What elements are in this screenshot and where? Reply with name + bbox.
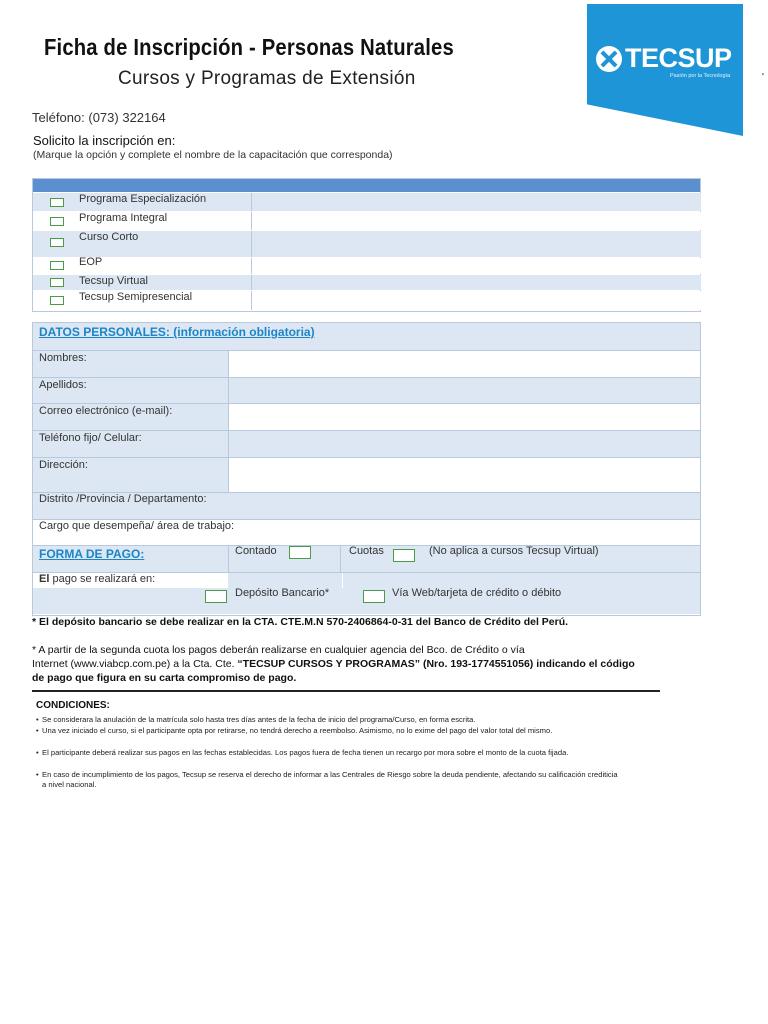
- program-checkbox[interactable]: [50, 198, 64, 207]
- pago-label: [39, 573, 155, 585]
- contado-label: Contado: [235, 545, 277, 557]
- program-row: [33, 275, 700, 290]
- note-bold: “TECSUP CURSOS Y PROGRAMAS” (Nro. 193-1774551056) indicando el código: [237, 658, 635, 670]
- logo-text: TECSUP: [625, 43, 732, 73]
- bullet-icon: •: [36, 748, 39, 757]
- condition-item: [36, 770, 656, 790]
- column-divider: [340, 546, 341, 572]
- condition-text: En caso de incumplimiento de los pagos, Tecsup se reserva el derecho de informar a las Centrales de Riesgo sobre la deuda pendiente, afectando su calificación crediticia a nivel nacional.: [42, 770, 618, 789]
- program-label: EOP: [79, 256, 103, 268]
- form-row: [33, 520, 700, 546]
- page-title: Ficha de Inscripción - Personas Naturales: [44, 34, 454, 60]
- form-row: [33, 351, 700, 378]
- program-name-input[interactable]: [251, 258, 701, 274]
- web-label: Vía Web/tarjeta de crédito o débito: [392, 587, 562, 599]
- tecsup-logo-icon: [596, 46, 622, 72]
- phone-number: Teléfono: (073) 322164: [32, 110, 166, 125]
- cuotas-note: (No aplica a cursos Tecsup Virtual): [429, 545, 599, 557]
- bullet-icon: •: [36, 726, 39, 735]
- payment-row: [33, 546, 700, 573]
- program-label: Programa Integral: [79, 212, 168, 224]
- field-label: Nombres:: [39, 352, 87, 364]
- cuotas-label: Cuotas: [349, 545, 384, 557]
- pago-label-rest: pago se realizará en:: [49, 573, 156, 585]
- program-name-input[interactable]: [251, 212, 701, 230]
- contado-checkbox[interactable]: [289, 546, 311, 559]
- field-label: Distrito /Provincia / Departamento:: [39, 493, 207, 505]
- form-row: [33, 378, 700, 404]
- field-label: Correo electrónico (e-mail):: [39, 405, 173, 417]
- apellidos-input[interactable]: [228, 378, 700, 403]
- conditions-title: CONDICIONES:: [36, 700, 110, 711]
- nombres-input[interactable]: [228, 351, 700, 377]
- program-row: [33, 291, 700, 310]
- program-label: Tecsup Semipresencial: [79, 291, 193, 303]
- program-label: Programa Especialización: [79, 193, 207, 205]
- field-label: Apellidos:: [39, 379, 87, 391]
- second-quota-note-line2: [32, 658, 635, 670]
- program-name-input[interactable]: [251, 291, 701, 310]
- column-divider: [228, 546, 229, 572]
- right-mark: ': [762, 72, 764, 83]
- program-row: [33, 193, 700, 211]
- direccion-input[interactable]: [228, 458, 700, 492]
- program-name-input[interactable]: [251, 193, 701, 211]
- deposit-note: * El depósito bancario se debe realizar en la CTA. CTE.M.N 570-2406864-0-31 del Banco de Crédito del Perú.: [32, 616, 569, 628]
- logo-tagline: Pasión por la Tecnología: [670, 73, 731, 79]
- web-shade: [343, 573, 700, 588]
- program-label: Curso Corto: [79, 231, 139, 243]
- personal-data-table: [32, 322, 701, 616]
- bullet-icon: •: [36, 715, 39, 724]
- program-checkbox[interactable]: [50, 278, 64, 287]
- second-quota-note-line3: de pago que figura en su carta compromiso de pago.: [32, 672, 297, 684]
- program-label: Tecsup Virtual: [79, 275, 148, 287]
- payment-method-row: [33, 573, 700, 614]
- deposito-checkbox[interactable]: [205, 590, 227, 603]
- program-checkbox[interactable]: [50, 217, 64, 226]
- program-row: [33, 258, 700, 274]
- field-label: Dirección:: [39, 459, 88, 471]
- form-row: [33, 404, 700, 431]
- email-input[interactable]: [228, 404, 700, 430]
- condition-item: [36, 715, 656, 725]
- condition-text: Una vez iniciado el curso, si el participante opta por retirarse, no tendrá derecho a reembolso. Asimismo, no lo exime del pago del valor total del mismo.: [42, 726, 553, 735]
- field-label: Cargo que desempeña/ área de trabajo:: [39, 520, 235, 532]
- web-checkbox[interactable]: [363, 590, 385, 603]
- form-row: [33, 458, 700, 493]
- page-subtitle: Cursos y Programas de Extensión: [118, 68, 416, 89]
- program-row: [33, 212, 700, 230]
- second-quota-note-line1: * A partir de la segunda cuota los pagos deberán realizarse en cualquier agencia del Bco. de Crédito o vía: [32, 644, 525, 656]
- program-checkbox[interactable]: [50, 238, 64, 247]
- bullet-icon: •: [36, 770, 39, 779]
- solicito-subtitle: (Marque la opción y complete el nombre de la capacitación que corresponda): [33, 149, 393, 161]
- personal-section-header: [33, 323, 700, 351]
- condition-text: Se considerara la anulación de la matrícula solo hasta tres días antes de la fecha de inicio del programa/Curso, en forma escrita.: [42, 715, 476, 724]
- deposit-shade: [228, 573, 342, 588]
- form-row: [33, 431, 700, 458]
- program-table-header: [33, 179, 700, 192]
- payment-section-title: FORMA DE PAGO:: [39, 547, 145, 561]
- condition-item: [36, 726, 656, 746]
- deposito-label: Depósito Bancario*: [235, 587, 330, 599]
- telefono-input[interactable]: [228, 431, 700, 457]
- program-name-input[interactable]: [251, 275, 701, 290]
- condition-item: [36, 748, 656, 768]
- divider: [32, 690, 660, 692]
- condition-text: El participante deberá realizar sus pagos en las fechas establecidas. Los pagos fuera de fecha tienen un recargo por mora sobre el monto de la cuota fijada.: [42, 748, 569, 757]
- program-table: [32, 178, 701, 312]
- program-checkbox[interactable]: [50, 296, 64, 305]
- program-checkbox[interactable]: [50, 261, 64, 270]
- program-name-input[interactable]: [251, 231, 701, 257]
- form-row: [33, 493, 700, 520]
- program-row: [33, 231, 700, 257]
- pago-label-bold: El: [39, 573, 50, 585]
- field-label: Teléfono fijo/ Celular:: [39, 432, 142, 444]
- personal-section-title: DATOS PERSONALES: (información obligatoria): [39, 325, 315, 339]
- cuotas-checkbox[interactable]: [393, 549, 415, 562]
- note-plain: Internet (www.viabcp.com.pe) a la Cta. Cte.: [32, 658, 238, 670]
- solicito-title: Solicito la inscripción en:: [33, 133, 176, 148]
